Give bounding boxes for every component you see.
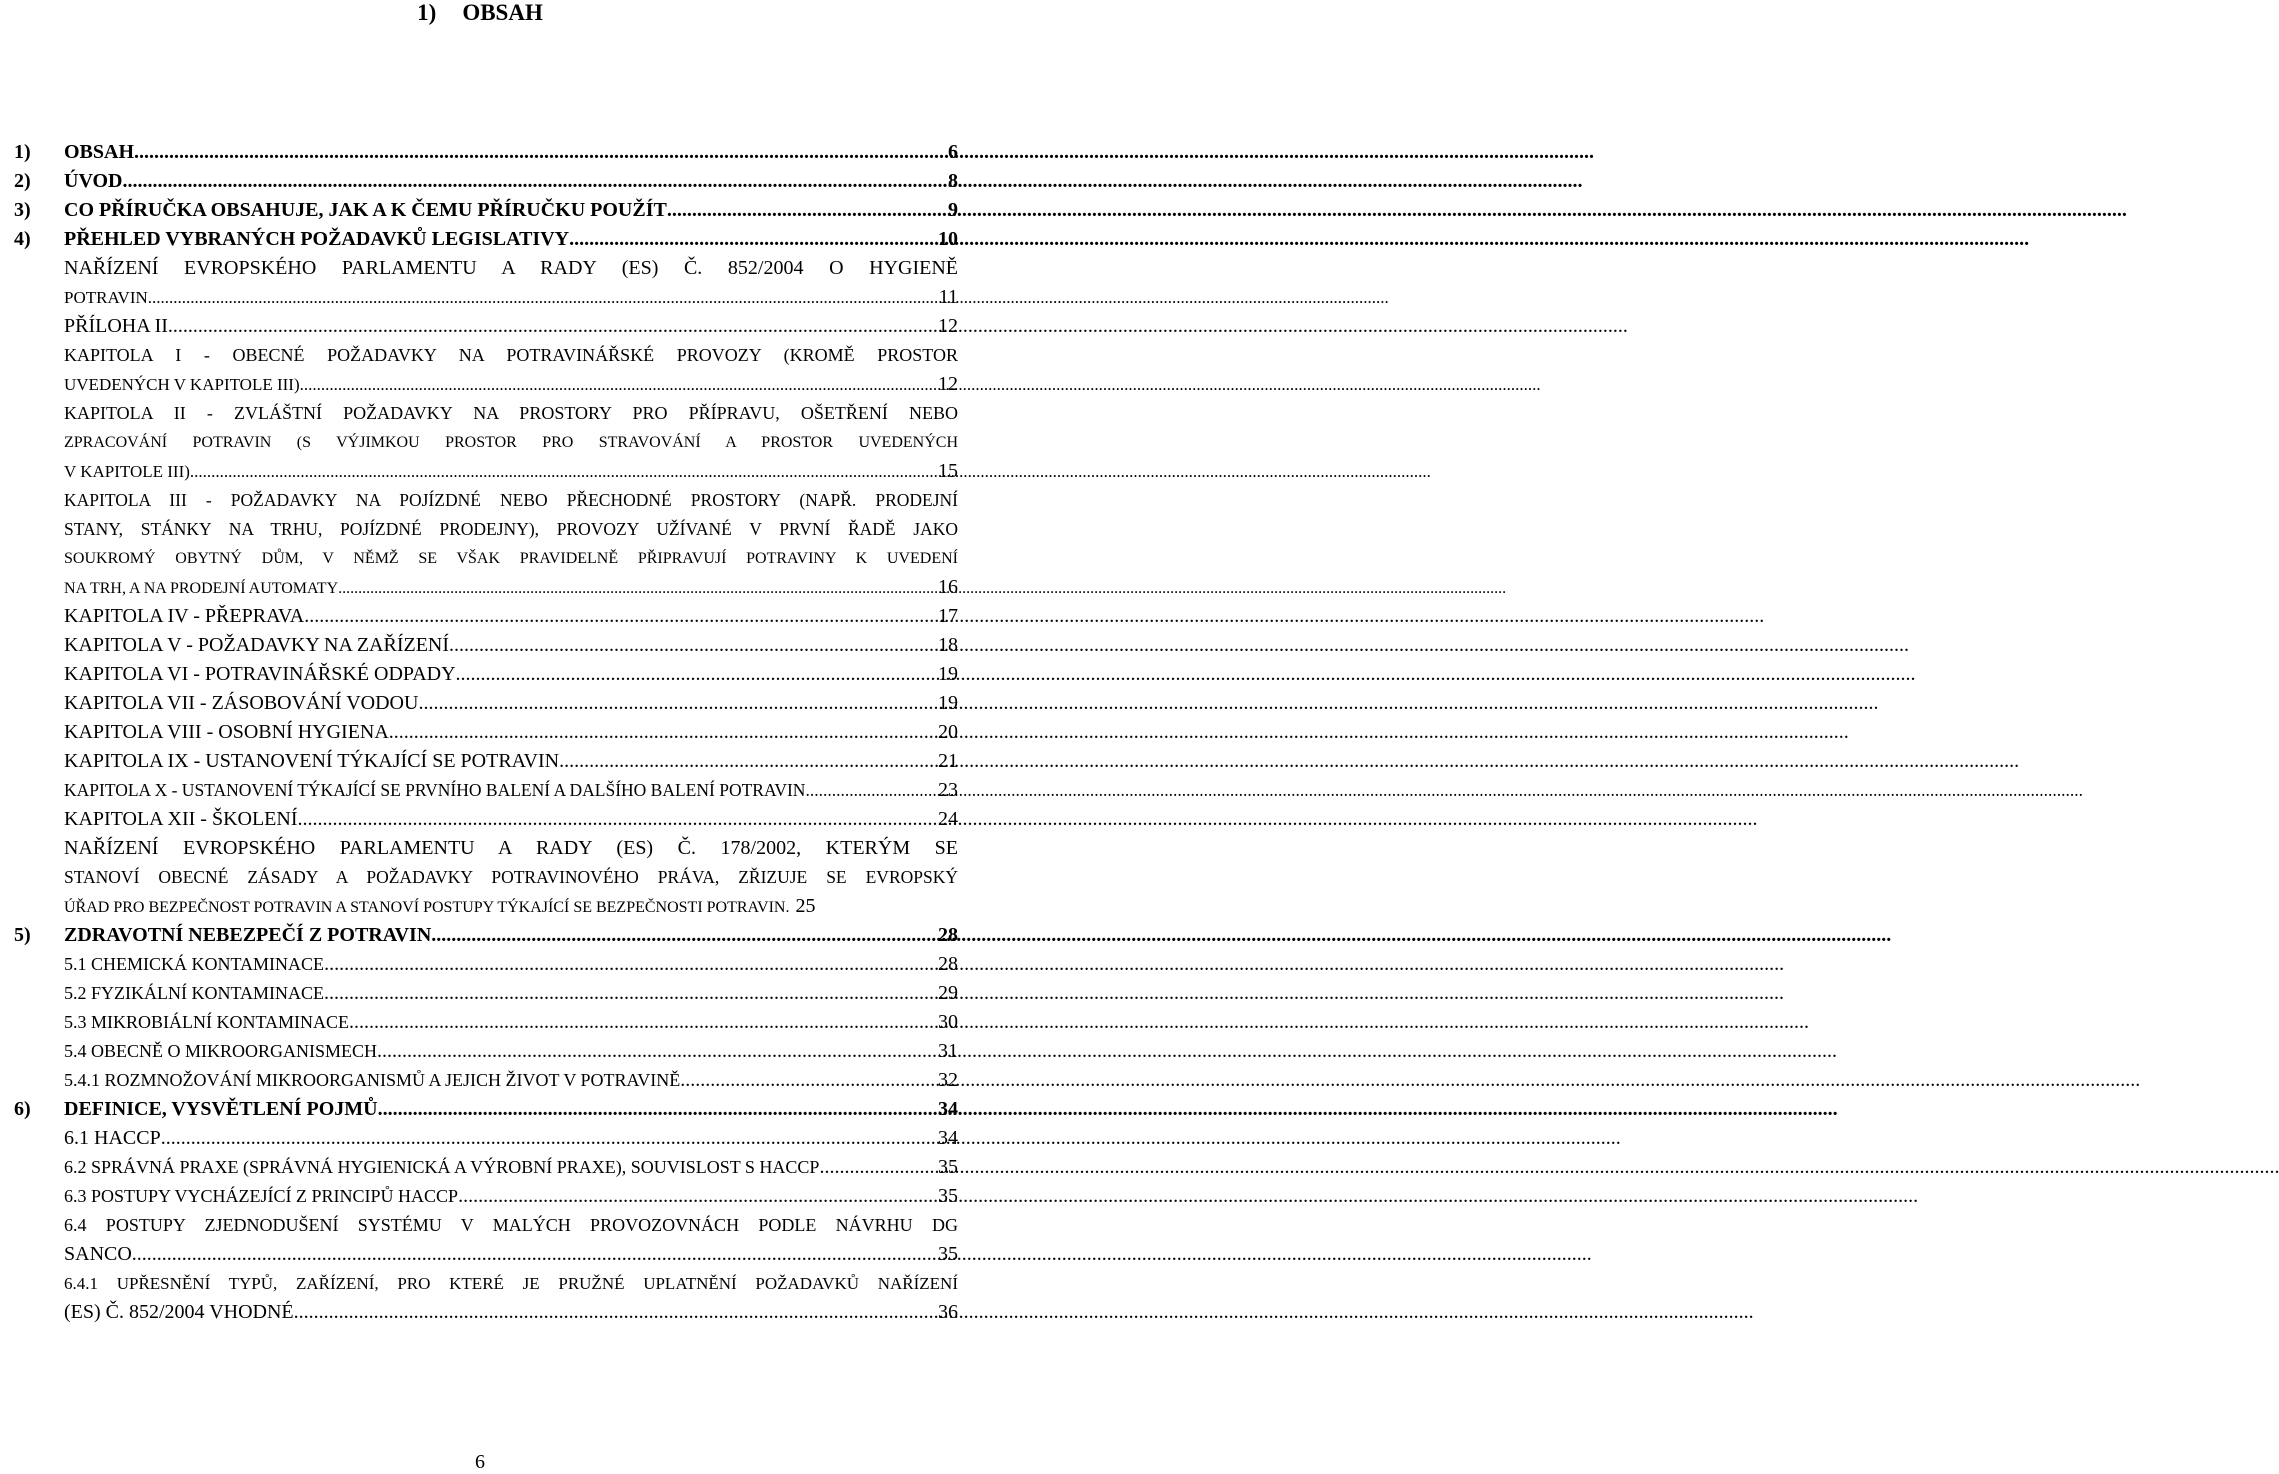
toc-entry[interactable]: PŘÍLOHA II ..... 12 — [14, 312, 958, 341]
toc-entry-line[interactable]: KAPITOLA I - OBECNÉ POŽADAVKY NA POTRAVINÁŘSKÉ PROVOZY (KROMĚ PROSTOR — [64, 345, 958, 365]
page-heading — [0, 0, 960, 26]
toc-entry[interactable]: 6) DEFINICE, VYSVĚTLENÍ POJMŮ ..... 34 — [14, 1095, 958, 1124]
toc-entry-line[interactable]: KAPITOLA III - POŽADAVKY NA POJÍZDNÉ NEBO PŘECHODNÉ PROSTORY (NAPŘ. PRODEJNÍ — [64, 490, 958, 510]
toc-entry[interactable]: SANCO ..... 35 — [14, 1240, 958, 1269]
toc-entry[interactable]: 6.1 HACCP ..... 34 — [14, 1124, 958, 1153]
toc-entry[interactable]: KAPITOLA VII - ZÁSOBOVÁNÍ VODOU ..... 19 — [14, 689, 958, 718]
toc-entry-line[interactable]: NAŘÍZENÍ EVROPSKÉHO PARLAMENTU A RADY (ES) Č. 852/2004 O HYGIENĚ — [64, 257, 958, 279]
toc-entry[interactable]: 1) OBSAH ..... 6 — [14, 138, 958, 167]
toc-entry[interactable]: 6.2 SPRÁVNÁ PRAXE (SPRÁVNÁ HYGIENICKÁ A VÝROBNÍ PRAXE), SOUVISLOST S HACCP ..... 35 — [14, 1153, 958, 1182]
toc-entry[interactable]: 5.4 OBECNĚ O MIKROORGANISMECH ..... 31 — [14, 1037, 958, 1066]
heading-title: OBSAH — [462, 0, 543, 25]
toc-entry-line[interactable]: 6.4.1 UPŘESNĚNÍ TYPŮ, ZAŘÍZENÍ, PRO KTERÉ JE PRUŽNÉ UPLATNĚNÍ POŽADAVKŮ NAŘÍZENÍ — [64, 1274, 958, 1293]
toc-entry[interactable]: KAPITOLA V - POŽADAVKY NA ZAŘÍZENÍ ..... 18 — [14, 631, 958, 660]
toc-entry[interactable]: 4) PŘEHLED VYBRANÝCH POŽADAVKŮ LEGISLATIVY ..... 10 — [14, 225, 958, 254]
toc-entry-line[interactable]: STANY, STÁNKY NA TRHU, POJÍZDNÉ PRODEJNY), PROVOZY UŽÍVANÉ V PRVNÍ ŘADĚ JAKO — [64, 519, 958, 539]
toc-entry[interactable]: V KAPITOLE III) ..... 15 — [14, 457, 958, 486]
table-of-contents — [14, 138, 958, 1327]
toc-entry[interactable]: 5.4.1 ROZMNOŽOVÁNÍ MIKROORGANISMŮ A JEJICH ŽIVOT V POTRAVINĚ ..... 32 — [14, 1066, 958, 1095]
toc-entry[interactable]: 3) CO PŘÍRUČKA OBSAHUJE, JAK A K ČEMU PŘÍRUČKU POUŽÍT ..... 9 — [14, 196, 958, 225]
toc-entry[interactable]: UVEDENÝCH V KAPITOLE III) ..... 12 — [14, 370, 958, 399]
toc-entry[interactable]: 2) ÚVOD ..... 8 — [14, 167, 958, 196]
toc-entry[interactable]: 5.2 FYZIKÁLNÍ KONTAMINACE ..... 29 — [14, 979, 958, 1008]
toc-entry[interactable]: (ES) Č. 852/2004 VHODNÉ ..... 36 — [14, 1298, 958, 1327]
toc-entry[interactable]: ÚŘAD PRO BEZPEČNOST POTRAVIN A STANOVÍ POSTUPY TÝKAJÍCÍ SE BEZPEČNOSTI POTRAVIN. 25 — [64, 895, 816, 917]
toc-entry[interactable]: KAPITOLA X - USTANOVENÍ TÝKAJÍCÍ SE PRVNÍHO BALENÍ A DALŠÍHO BALENÍ POTRAVIN ..... 23 — [14, 776, 958, 805]
toc-entry[interactable]: POTRAVIN ..... 11 — [14, 283, 958, 312]
toc-entry-line[interactable]: SOUKROMÝ OBYTNÝ DŮM, V NĚMŽ SE VŠAK PRAVIDELNĚ PŘIPRAVUJÍ POTRAVINY K UVEDENÍ — [64, 550, 958, 567]
toc-entry[interactable]: KAPITOLA IX - USTANOVENÍ TÝKAJÍCÍ SE POTRAVIN ..... 21 — [14, 747, 958, 776]
toc-entry[interactable]: KAPITOLA XII - ŠKOLENÍ ..... 24 — [14, 805, 958, 834]
heading-number: 1) — [417, 0, 437, 25]
toc-entry-line[interactable]: 6.4 POSTUPY ZJEDNODUŠENÍ SYSTÉMU V MALÝCH PROVOZOVNÁCH PODLE NÁVRHU DG — [64, 1215, 958, 1235]
toc-entry[interactable]: 5.3 MIKROBIÁLNÍ KONTAMINACE ..... 30 — [14, 1008, 958, 1037]
toc-entry[interactable]: KAPITOLA VI - POTRAVINÁŘSKÉ ODPADY ..... 19 — [14, 660, 958, 689]
toc-entry-line[interactable]: KAPITOLA II - ZVLÁŠTNÍ POŽADAVKY NA PROSTORY PRO PŘÍPRAVU, OŠETŘENÍ NEBO — [64, 403, 958, 423]
page-number: 6 — [475, 1451, 485, 1473]
toc-entry-line[interactable]: ZPRACOVÁNÍ POTRAVIN (S VÝJIMKOU PROSTOR PRO STRAVOVÁNÍ A PROSTOR UVEDENÝCH — [64, 434, 958, 451]
toc-entry[interactable]: KAPITOLA VIII - OSOBNÍ HYGIENA ..... 20 — [14, 718, 958, 747]
toc-entry[interactable]: NA TRH, A NA PRODEJNÍ AUTOMATY ..... 16 — [14, 573, 958, 602]
toc-entry[interactable]: 5) ZDRAVOTNÍ NEBEZPEČÍ Z POTRAVIN ..... 28 — [14, 921, 958, 950]
toc-entry[interactable]: KAPITOLA IV - PŘEPRAVA ..... 17 — [14, 602, 958, 631]
toc-entry-line[interactable]: STANOVÍ OBECNÉ ZÁSADY A POŽADAVKY POTRAVINOVÉHO PRÁVA, ZŘIZUJE SE EVROPSKÝ — [64, 867, 958, 887]
toc-entry[interactable]: 5.1 CHEMICKÁ KONTAMINACE ..... 28 — [14, 950, 958, 979]
toc-entry-line[interactable]: NAŘÍZENÍ EVROPSKÉHO PARLAMENTU A RADY (ES) Č. 178/2002, KTERÝM SE — [64, 837, 958, 859]
toc-entry[interactable]: 6.3 POSTUPY VYCHÁZEJÍCÍ Z PRINCIPŮ HACCP ..... 35 — [14, 1182, 958, 1211]
